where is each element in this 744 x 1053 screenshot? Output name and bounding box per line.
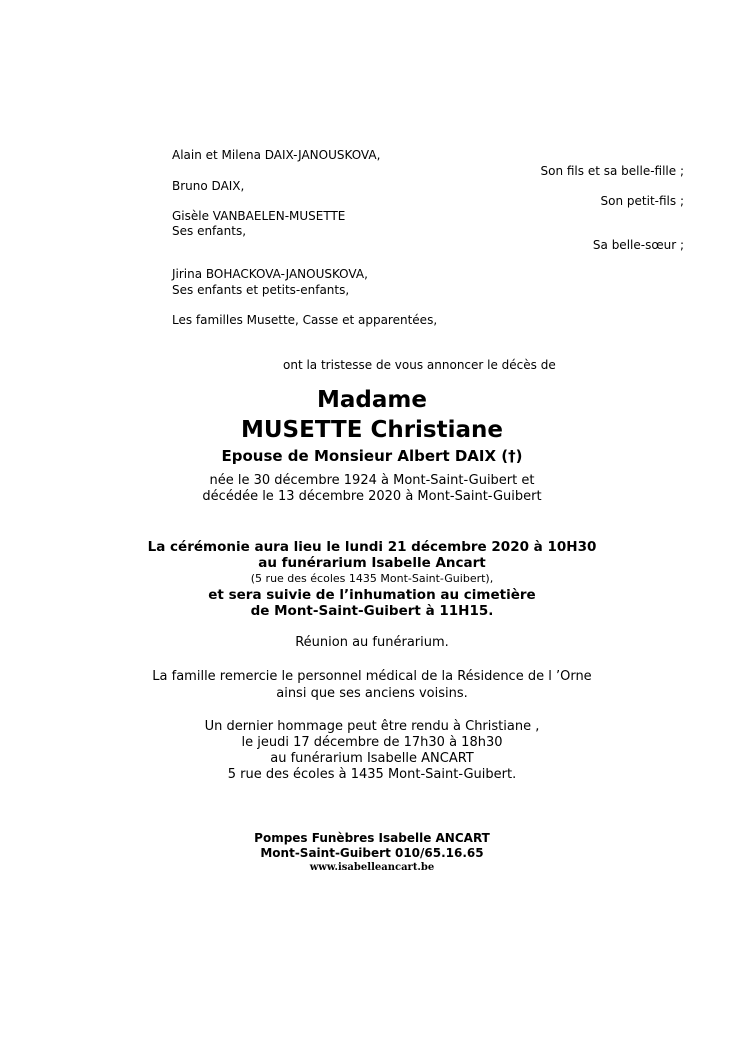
announcement: ont la tristesse de vous annoncer le décès de bbox=[283, 358, 556, 372]
deceased-born: née le 30 décembre 1924 à Mont-Saint-Guibert et bbox=[209, 473, 535, 488]
family-line-1: Alain et Milena DAIX-JANOUSKOVA, bbox=[172, 148, 381, 162]
family-line-2: Bruno DAIX, bbox=[172, 179, 245, 193]
family-line-3: Gisèle VANBAELEN-MUSETTE bbox=[172, 209, 346, 223]
ceremony-address: (5 rue des écoles 1435 Mont-Saint-Guibert), bbox=[250, 572, 494, 585]
thanks-line-2: ainsi que ses anciens voisins. bbox=[276, 686, 468, 701]
ceremony-line-3: et sera suivie de l’inhumation au cimetière bbox=[208, 587, 536, 603]
footer-contact: Mont-Saint-Guibert 010/65.16.65 bbox=[260, 846, 484, 860]
footer-url: www.isabelleancart.be bbox=[309, 862, 435, 873]
family-relation-1: Son fils et sa belle-fille ; bbox=[540, 164, 684, 178]
ceremony-line-4: de Mont-Saint-Guibert à 11H15. bbox=[250, 603, 494, 619]
deceased-died: décédée le 13 décembre 2020 à Mont-Saint-Guibert bbox=[202, 489, 542, 504]
tribute-line-3: au funérarium Isabelle ANCART bbox=[270, 751, 474, 766]
tribute-line-2: le jeudi 17 décembre de 17h30 à 18h30 bbox=[241, 735, 503, 750]
family-line-5: Les familles Musette, Casse et apparentées, bbox=[172, 313, 438, 327]
thanks-line-1: La famille remercie le personnel médical de la Résidence de l ’Orne bbox=[152, 669, 592, 684]
family-line-3b: Ses enfants, bbox=[172, 224, 247, 238]
tribute-line-4: 5 rue des écoles à 1435 Mont-Saint-Guibert. bbox=[227, 767, 517, 782]
deceased-spouse: Epouse de Monsieur Albert DAIX (†) bbox=[221, 447, 523, 465]
deceased-title: Madame bbox=[317, 387, 427, 413]
family-relation-2: Son petit-fils ; bbox=[600, 194, 684, 208]
deceased-name: MUSETTE Christiane bbox=[240, 417, 503, 443]
ceremony-line-2: au funérarium Isabelle Ancart bbox=[258, 555, 486, 571]
ceremony-line-1: La cérémonie aura lieu le lundi 21 décembre 2020 à 10H30 bbox=[147, 539, 597, 555]
footer-company: Pompes Funèbres Isabelle ANCART bbox=[254, 831, 490, 845]
reunion-text: Réunion au funérarium. bbox=[295, 635, 449, 650]
tribute-line-1: Un dernier hommage peut être rendu à Christiane , bbox=[204, 719, 540, 734]
family-line-4b: Ses enfants et petits-enfants, bbox=[172, 283, 350, 297]
family-line-4: Jirina BOHACKOVA-JANOUSKOVA, bbox=[172, 267, 368, 281]
family-relation-3: Sa belle-sœur ; bbox=[592, 238, 684, 252]
